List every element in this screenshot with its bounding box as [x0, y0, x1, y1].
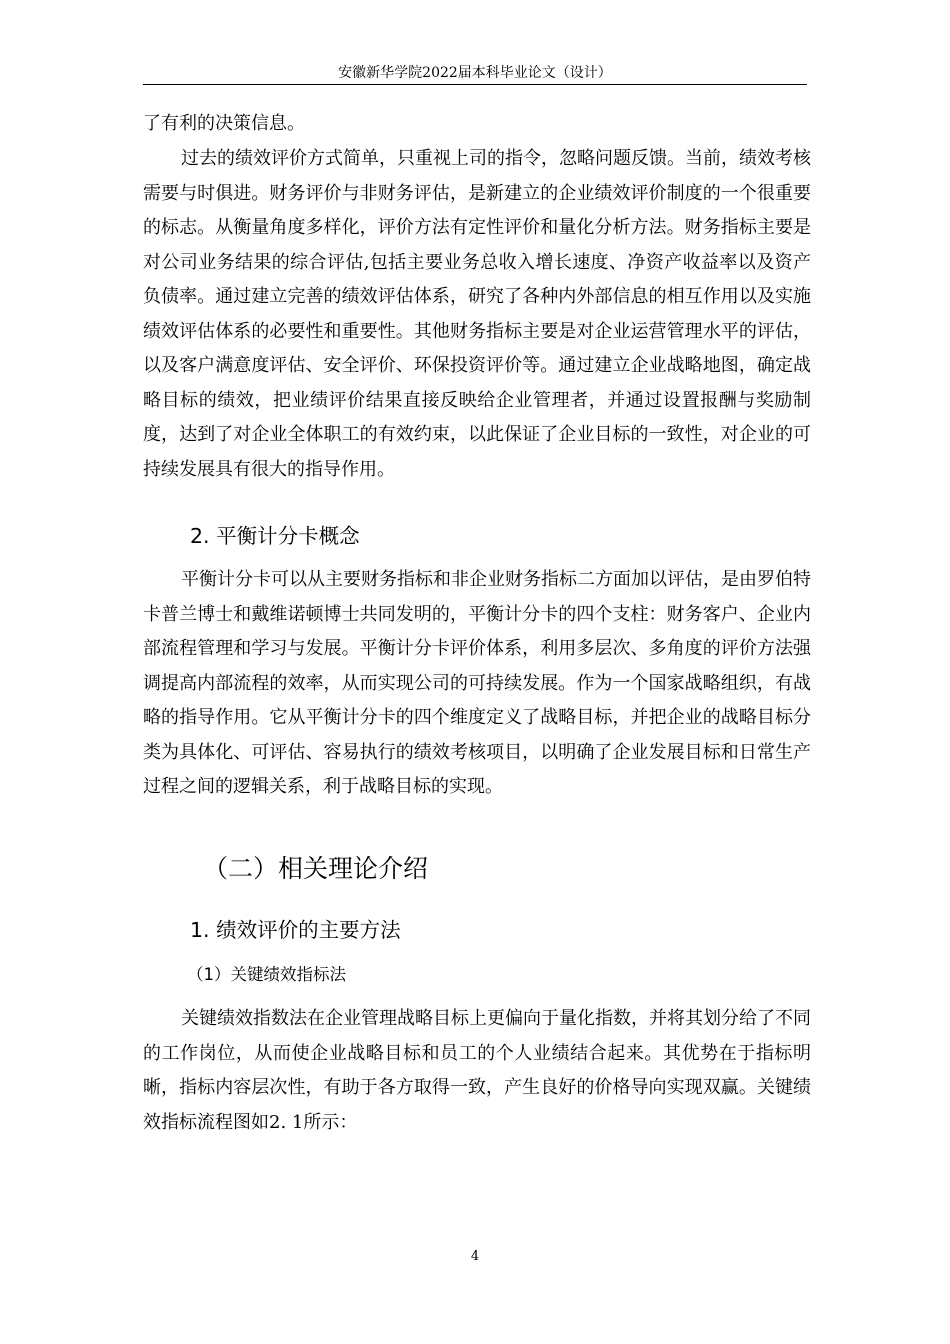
- heading-evaluation-methods: 1. 绩效评价的主要方法: [190, 918, 401, 942]
- header-rule: [143, 84, 807, 85]
- paragraph-continuation: 了有利的决策信息。: [143, 113, 305, 134]
- heading-kpi-method: （1）关键绩效指标法: [187, 965, 346, 984]
- paragraph-balanced-scorecard: 平衡计分卡可以从主要财务指标和非企业财务指标二方面加以评估，是由罗伯特卡普兰博士和戴维诺顿博士共同发明的，平衡计分卡的四个支柱：财务客户、企业内部流程管理和学习与发展。平衡计分卡评价体系，利用多层次、多角度的评价方法强调提高内部流程的效率，从而实现公司的可持续发展。作为一个国家战略组织，有战略的指导作用。它从平衡计分卡的四个维度定义了战略目标，并把企业的战略目标分类为具体化、可评估、容易执行的绩效考核项目，以明确了企业发展目标和日常生产过程之间的逻辑关系，利于战略目标的实现。: [143, 569, 811, 797]
- paragraph-kpi: 关键绩效指数法在企业管理战略目标上更偏向于量化指数，并将其划分给了不同的工作岗位，从而使企业战略目标和员工的个人业绩结合起来。其优势在于指标明晰，指标内容层次性，有助于各方取得一致，产生良好的价格导向实现双赢。关键绩效指标流程图如2. 1所示：: [143, 1008, 811, 1133]
- heading-balanced-scorecard: 2. 平衡计分卡概念: [190, 524, 360, 548]
- paragraph-performance-evaluation: 过去的绩效评价方式简单，只重视上司的指令，忽略问题反馈。当前，绩效考核需要与时俱进。财务评价与非财务评估，是新建立的企业绩效评价制度的一个很重要的标志。从衡量角度多样化，评价方法有定性评价和量化分析方法。财务指标主要是对公司业务结果的综合评估,包括主要业务总收入增长速度、净资产收益率以及资产负债率。通过建立完善的绩效评估体系，研究了各种内外部信息的相互作用以及实施绩效评估体系的必要性和重要性。其他财务指标主要是对企业运营管理水平的评估，以及客户满意度评估、安全评价、环保投资评价等。通过建立企业战略地图，确定战略目标的绩效，把业绩评价结果直接反映给企业管理者，并通过设置报酬与奖励制度，达到了对企业全体职工的有效约束，以此保证了企业目标的一致性，对企业的可持续发展具有很大的指导作用。: [143, 148, 811, 480]
- heading-related-theory: （二）相关理论介绍: [203, 854, 429, 883]
- page-number: 4: [470, 1249, 480, 1264]
- running-header: 安徽新华学院2022届本科毕业论文（设计）: [338, 65, 612, 81]
